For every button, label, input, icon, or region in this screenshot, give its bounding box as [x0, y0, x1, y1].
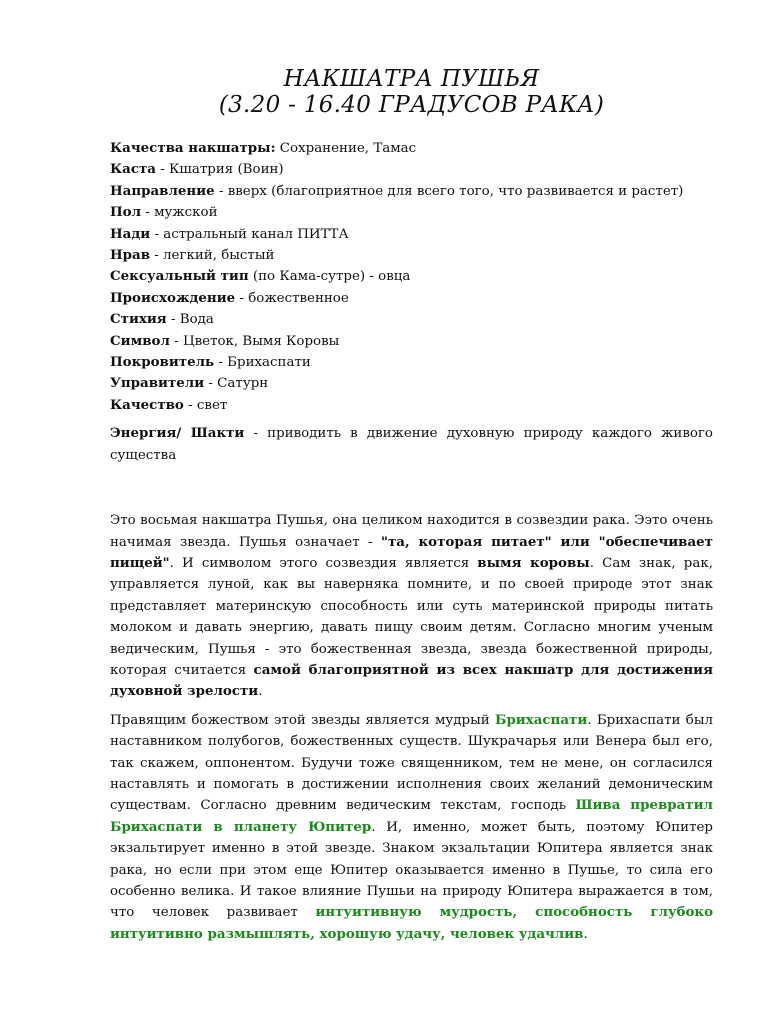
property-value: - свет — [183, 397, 228, 413]
property-row — [110, 373, 713, 394]
bold-run: самой благоприятной из всех накшатр для достижения духовной зрелости — [110, 661, 713, 700]
text-run: . Сам знак, рак, управляется луной, как вы наверняка помните, и по своей природе этот знак представляет материнскую способность или суть материнской природы питать молоком и давать энергию, давать пищу своим детям. Согласно многим ученым ведическим, Пушья - это божественная звезда, звезда божественной природы, которая считается — [110, 555, 713, 678]
bold-run: "та, которая питает" или "обеспечивает пищей" — [110, 533, 713, 571]
properties-list — [110, 138, 713, 416]
highlight-run: Брихаспати — [495, 711, 588, 728]
property-label: Качества накшатры: — [110, 140, 276, 156]
energy-value: - приводить в движение духовную природу каждого живого существа — [110, 426, 713, 463]
property-label: Покровитель — [110, 354, 215, 371]
property-value: - мужской — [141, 205, 218, 221]
property-value: (по Кама-сутре) - овца — [248, 269, 411, 285]
text-run: . И, именно, может быть, поэтому Юпитер экзальтирует именно в этой звезде. Знаком экзальтации Юпитера является знак рака, но если при этом еще Юпитер оказывается именно в Пушье, то сила его особенно велика. И такое влияние Пушьи на природу Юпитера выражается в том, что человек развивает — [110, 819, 713, 921]
property-label: Каста — [110, 161, 156, 178]
property-label: Нади — [110, 225, 151, 242]
property-value: - Сатурн — [204, 376, 269, 392]
text-run: Правящим божеством этой звезды является мудрый — [110, 712, 495, 728]
property-value: - Кшатрия (Воин) — [156, 162, 284, 178]
bold-run: вымя коровы — [477, 554, 590, 571]
page-title — [110, 66, 713, 118]
property-value: - астральный канал ПИТТА — [150, 226, 349, 242]
highlight-run: интуитивную мудрость, способность глубоко интуитивно размышлять, хорошую удачу, человек удачлив — [110, 904, 713, 942]
property-row — [110, 245, 713, 266]
property-label: Качество — [110, 396, 184, 413]
paragraph-description — [110, 510, 713, 703]
property-row — [110, 202, 713, 223]
property-value: - Вода — [166, 312, 214, 328]
property-row — [110, 331, 713, 352]
property-label: Направление — [110, 182, 215, 199]
highlight-run: Шива превратил Брихаспати в планету Юпитер — [110, 797, 713, 835]
property-row — [110, 266, 713, 287]
text-run: . И символом этого созвездия является — [169, 555, 478, 571]
property-value: - легкий, быстый — [150, 248, 275, 264]
property-value: Сохранение, Тамас — [275, 141, 417, 156]
property-value: - божественное — [235, 290, 349, 306]
property-label: Пол — [110, 204, 142, 221]
property-value: - Цветок, Вымя Коровы — [169, 333, 340, 349]
property-value: - вверх (благоприятное для всего того, что развивается и растет) — [214, 183, 684, 199]
property-row — [110, 181, 713, 202]
text-run: . Брихаспати был наставником полубогов, божественных существ. Шукрачарья или Венера был его, так скажем, оппонентом. Будучи тоже священником, тем не мене, он согласился наставлять и помогать в достижении исполнения своих желаний демоническим существам. Согласно древним ведическим текстам, господь — [110, 712, 713, 814]
document-page — [110, 66, 713, 945]
text-run: Это восьмая накшатра Пушья, она целиком находится в созвездии рака. Ээто очень начимая звезда. Пушья означает - — [110, 513, 713, 550]
property-label: Символ — [110, 332, 170, 349]
property-row — [110, 309, 713, 330]
title-line-2: (3.20 - 16.40 ГРАДУСОВ РАКА) — [218, 92, 605, 118]
energy-shakti — [110, 423, 713, 466]
property-row — [110, 288, 713, 309]
property-label: Сексуальный тип — [110, 268, 249, 285]
energy-label: Энергия/ Шакти — [110, 425, 245, 442]
text-run: . — [583, 926, 588, 942]
property-row — [110, 352, 713, 373]
title-line-1: НАКШАТРА ПУШЬЯ — [283, 66, 540, 92]
property-label: Нрав — [110, 247, 150, 264]
property-label: Стихия — [110, 311, 167, 328]
text-run: . — [258, 684, 263, 700]
property-row — [110, 159, 713, 180]
paragraph-deity — [110, 710, 713, 945]
property-label: Происхождение — [110, 289, 236, 306]
property-value: - Брихаспати — [214, 355, 311, 371]
property-row — [110, 138, 713, 159]
property-row — [110, 224, 713, 245]
property-row — [110, 395, 713, 416]
property-label: Управители — [110, 375, 205, 392]
